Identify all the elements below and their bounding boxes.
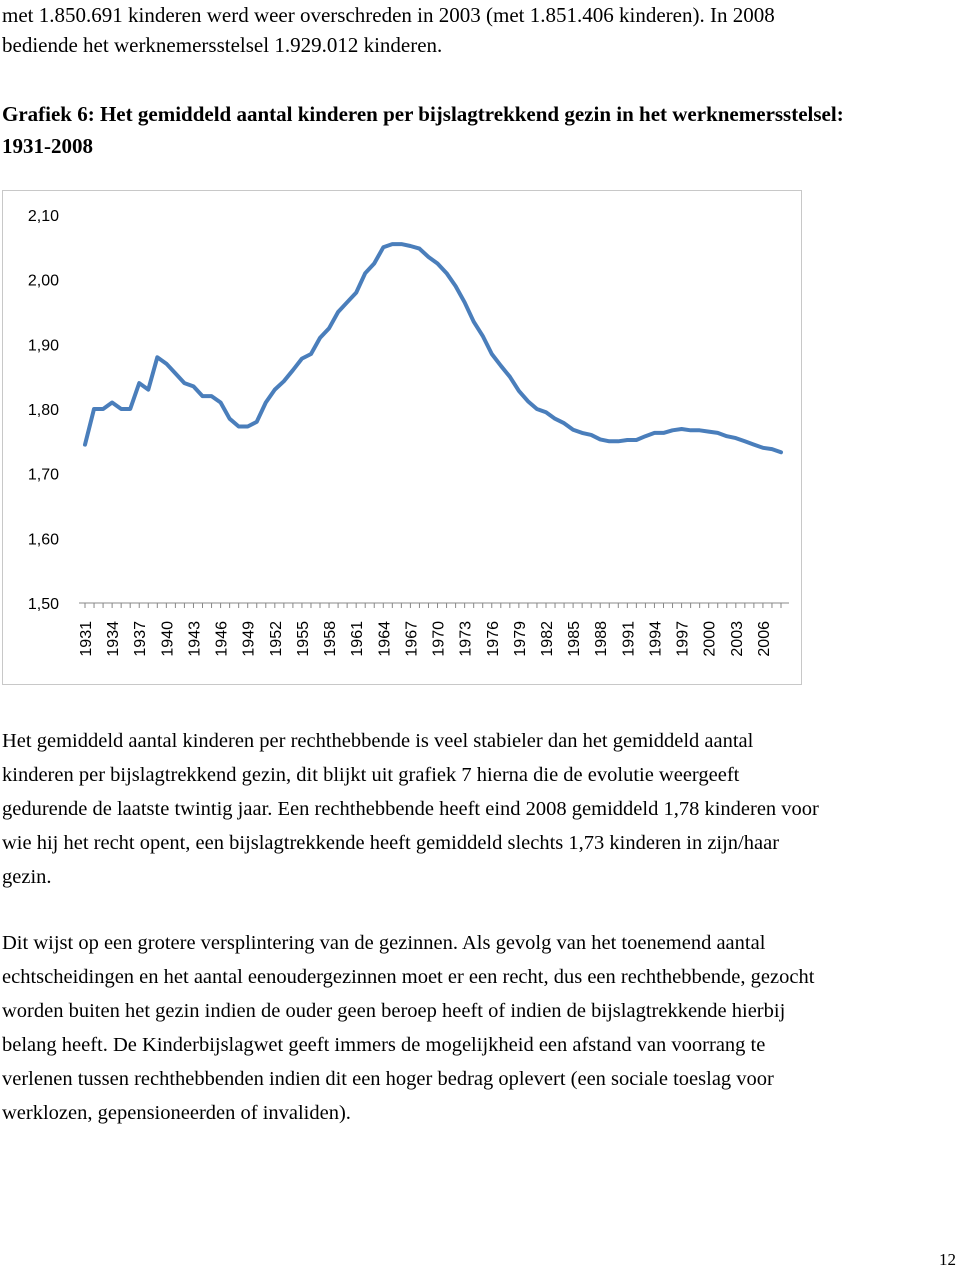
page-number: 12 <box>939 1250 956 1269</box>
paragraph-line: wie hij het recht opent, een bijslagtrekkende heeft gemiddeld slechts 1,73 kinderen in zijn/haar <box>2 832 780 854</box>
intro-paragraph <box>2 0 942 60</box>
x-tick-label: 1946 <box>213 621 231 657</box>
chart-caption <box>2 98 957 162</box>
paragraph-line: kinderen per bijslagtrekkend gezin, dit blijkt uit grafiek 7 hierna die de evolutie weergeeft <box>2 764 740 786</box>
chart-canvas <box>3 191 803 686</box>
x-tick-label: 1976 <box>484 621 502 657</box>
paragraph-line: Het gemiddeld aantal kinderen per rechthebbende is veel stabieler dan het gemiddeld aantal <box>2 730 754 752</box>
paragraph-line: verlenen tussen rechthebbenden indien dit een hoger bedrag oplevert (een sociale toeslag voor <box>2 1068 774 1090</box>
y-tick-label: 2,00 <box>27 272 59 290</box>
y-tick-label: 1,60 <box>27 531 59 549</box>
x-tick-label: 1940 <box>159 621 177 657</box>
paragraph-2 <box>2 926 958 1130</box>
paragraph-line: gedurende de laatste twintig jaar. Een rechthebbende heeft eind 2008 gemiddeld 1,78 kinderen voor <box>2 798 819 820</box>
paragraph-1 <box>2 724 958 894</box>
paragraph-line: Dit wijst op een grotere versplintering van de gezinnen. Als gevolg van het toenemend aantal <box>2 932 766 954</box>
paragraph-line: werklozen, gepensioneerden of invaliden). <box>2 1102 351 1124</box>
x-tick-label: 1991 <box>620 621 638 657</box>
paragraph-line: echtscheidingen en het aantal eenoudergezinnen moet er een recht, dus een rechthebbende, gezocht <box>2 966 815 988</box>
x-tick-label: 1931 <box>78 621 95 657</box>
caption-line: Grafiek 6: Het gemiddeld aantal kinderen per bijslagtrekkend gezin in het werknemersstelsel: <box>2 102 844 126</box>
x-tick-label: 1949 <box>240 621 258 657</box>
x-tick-label: 1967 <box>403 621 421 657</box>
x-tick-label: 1943 <box>186 621 204 657</box>
x-tick-label: 1961 <box>349 621 367 657</box>
x-tick-label: 1964 <box>376 621 394 657</box>
intro-line: bediende het werknemersstelsel 1.929.012 kinderen. <box>2 33 443 57</box>
x-tick-label: 2000 <box>701 621 719 657</box>
paragraph-line: belang heeft. De Kinderbijslagwet geeft immers de mogelijkheid een afstand van voorrang te <box>2 1034 766 1056</box>
y-tick-label: 2,10 <box>27 208 59 225</box>
x-tick-label: 1970 <box>430 621 448 657</box>
x-tick-label: 1994 <box>647 621 665 657</box>
paragraph-line: gezin. <box>2 866 52 888</box>
intro-line: met 1.850.691 kinderen werd weer overschreden in 2003 (met 1.851.406 kinderen). In 2008 <box>2 3 775 27</box>
x-tick-label: 2006 <box>755 621 773 657</box>
x-tick-label: 1985 <box>566 621 584 657</box>
y-tick-label: 1,90 <box>27 337 59 355</box>
y-tick-label: 1,80 <box>27 402 59 419</box>
x-tick-label: 2003 <box>728 621 746 657</box>
x-tick-label: 1988 <box>593 621 611 657</box>
x-tick-label: 1955 <box>294 621 312 657</box>
x-tick-label: 1958 <box>322 621 340 657</box>
x-tick-label: 1937 <box>132 621 150 657</box>
series-line <box>85 244 781 452</box>
y-tick-label: 1,70 <box>27 466 59 484</box>
x-tick-label: 1973 <box>457 621 475 657</box>
paragraph-line: worden buiten het gezin indien de ouder geen beroep heeft of indien de bijslagtrekkende hierbij <box>2 1000 786 1022</box>
x-tick-label: 1997 <box>674 621 692 657</box>
y-tick-label: 1,50 <box>27 596 59 613</box>
x-tick-label: 1952 <box>267 621 285 657</box>
line-chart <box>2 190 802 685</box>
x-tick-label: 1934 <box>105 621 123 657</box>
x-tick-label: 1982 <box>538 621 556 657</box>
caption-line: 1931-2008 <box>2 134 93 158</box>
x-tick-label: 1979 <box>511 621 529 657</box>
